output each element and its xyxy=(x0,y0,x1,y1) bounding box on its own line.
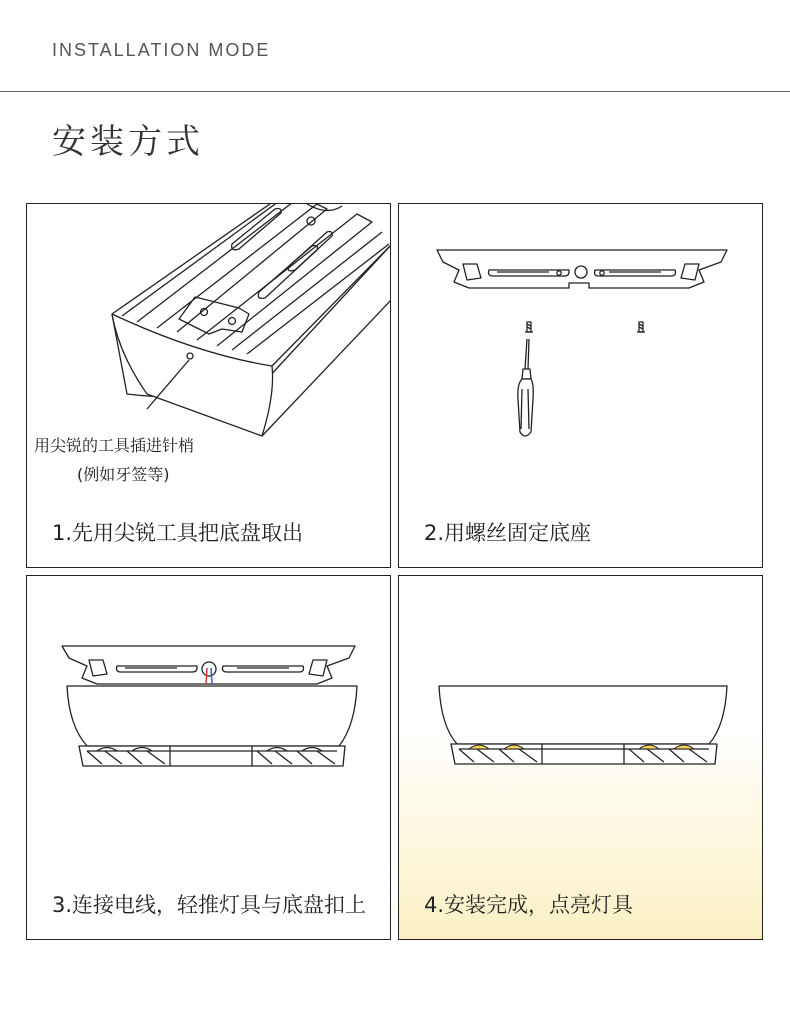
step-2-illustration xyxy=(399,204,763,568)
step-1-note-2: (例如牙签等) xyxy=(77,465,170,484)
step-3-panel xyxy=(26,575,391,940)
screwdriver-icon xyxy=(518,339,533,436)
step-4-panel xyxy=(398,575,763,940)
page-title: 安装方式 xyxy=(52,122,204,162)
step-4-illustration xyxy=(399,576,763,940)
step-3-caption: 3.连接电线，轻推灯具与底盘扣上 xyxy=(52,893,367,917)
step-3-illustration xyxy=(27,576,391,940)
screw-right-icon xyxy=(637,322,645,332)
header-eyebrow: INSTALLATION MODE xyxy=(52,40,271,60)
step-1-illustration xyxy=(27,204,391,568)
step-1-caption: 1.先用尖锐工具把底盘取出 xyxy=(52,521,304,545)
step-1-panel xyxy=(26,203,391,568)
header-divider xyxy=(0,91,790,92)
step-2-caption: 2.用螺丝固定底座 xyxy=(424,521,592,545)
step-2-panel xyxy=(398,203,763,568)
screw-left-icon xyxy=(525,322,533,332)
step-4-caption: 4.安装完成，点亮灯具 xyxy=(424,893,634,917)
step-1-note-1: 用尖锐的工具插进针梢 xyxy=(34,436,195,455)
